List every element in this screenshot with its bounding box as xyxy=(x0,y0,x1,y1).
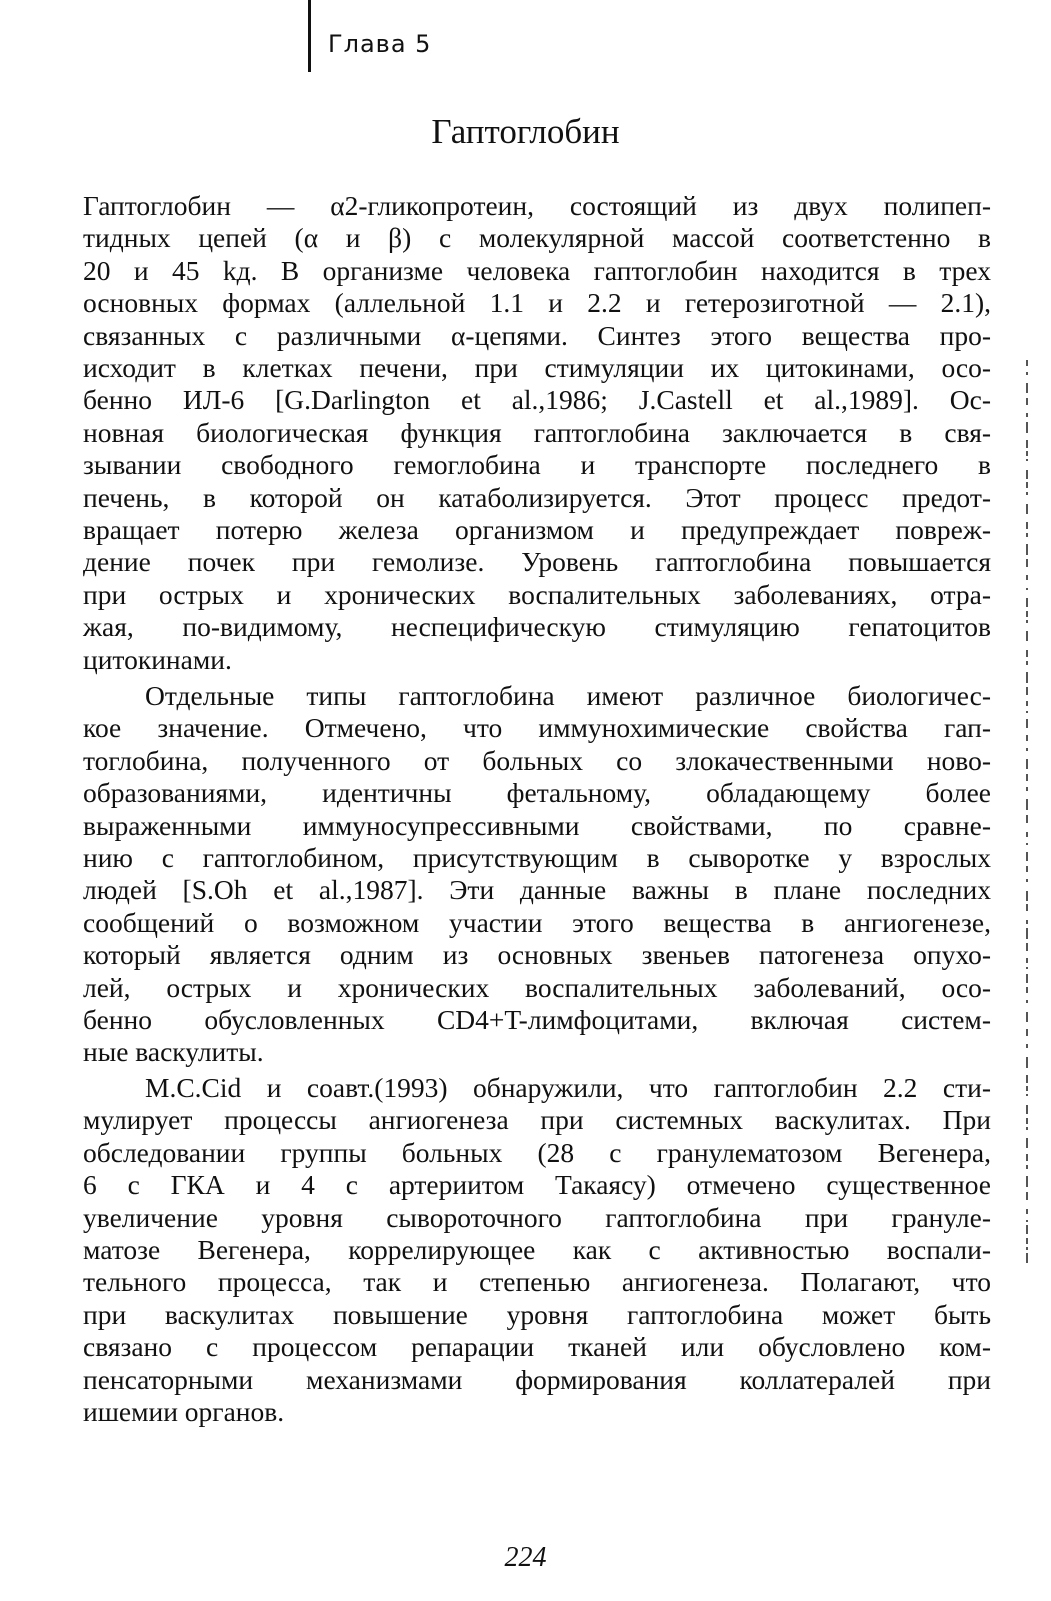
scan-tick xyxy=(1026,799,1028,810)
scan-tick xyxy=(1026,575,1028,580)
scan-tick xyxy=(1026,1192,1028,1200)
text-line: основных формах (аллельной 1.1 и 2.2 и гетерозиготной — 2.1), xyxy=(83,287,991,319)
scan-tick xyxy=(1026,1225,1028,1234)
text-line: бенно обусловленных CD4+T-лимфоцитами, включая систем- xyxy=(83,1004,991,1036)
scan-tick xyxy=(1026,1209,1028,1214)
scan-tick xyxy=(1026,1012,1028,1022)
text-line: лей, острых и хронических воспалительных заболеваний, осо- xyxy=(83,971,991,1003)
scan-tick xyxy=(1026,544,1028,555)
text-line: связано с процессом репарации тканей или обусловлено ком- xyxy=(83,1331,991,1363)
scan-tick xyxy=(1026,1238,1028,1244)
scan-tick xyxy=(1026,928,1028,939)
scan-tick xyxy=(1026,787,1028,791)
scan-tick xyxy=(1026,958,1028,963)
paragraph-2 xyxy=(83,680,991,1069)
chapter-label: Глава 5 xyxy=(328,30,432,58)
scan-tick xyxy=(1026,440,1028,448)
paragraph-3 xyxy=(83,1072,991,1428)
text-line: Отдельные типы гаптоглобина имеют различное биологичес- xyxy=(145,680,991,711)
text-line: который является одним из основных звеньев патогенеза опухо- xyxy=(83,939,991,971)
scan-tick xyxy=(1026,866,1028,872)
scan-tick xyxy=(1026,598,1028,607)
page-title: Гаптоглобин xyxy=(431,112,620,151)
scan-tick xyxy=(1026,413,1028,417)
text-line: нию с гаптоглобином, присутствующим в сыворотке у взрослых xyxy=(83,842,991,874)
scan-tick xyxy=(1026,492,1028,495)
scan-tick xyxy=(1026,1075,1028,1083)
page-number: 224 xyxy=(504,1542,547,1573)
text-line: тидных цепей (α и β) с молекулярной массой соответстенно в xyxy=(83,222,991,254)
paragraph-1 xyxy=(83,190,991,676)
text-line: зывании свободного гемоглобина и транспорте последнего в xyxy=(83,449,991,481)
scan-tick xyxy=(1026,661,1028,665)
scan-tick xyxy=(1026,1247,1028,1250)
text-line: 6 с ГКА и 4 с артериитом Такаясу) отмечено существенное xyxy=(83,1169,991,1201)
text-line: ишемии органов. xyxy=(83,1396,285,1428)
text-line: исходит в клетках печени, при стимуляции их цитокинами, осо- xyxy=(83,352,991,384)
scan-tick xyxy=(1026,504,1028,514)
text-line: ные васкулиты. xyxy=(83,1036,264,1068)
scan-tick xyxy=(1026,451,1028,456)
scan-tick xyxy=(1026,559,1028,567)
text-line: печень, в которой он катаболизируется. Этот процесс предот- xyxy=(83,481,991,513)
scan-tick xyxy=(1026,650,1028,657)
scan-tick xyxy=(1026,611,1028,617)
scan-tick xyxy=(1026,533,1028,537)
scan-tick xyxy=(1026,672,1028,683)
text-line: обследовании группы больных (28 с гранулематозом Вегенера, xyxy=(83,1136,991,1168)
scan-tick xyxy=(1026,1105,1028,1114)
scan-tick xyxy=(1026,398,1028,405)
scan-tick xyxy=(1026,891,1028,901)
chapter-marker-rule xyxy=(308,0,311,72)
scan-tick xyxy=(1026,967,1028,969)
text-line: при васкулитах повышение уровня гаптоглобина может быть xyxy=(83,1298,991,1330)
text-line: бенно ИЛ-6 [G.Darlington et al.,1986; J.Castell et al.,1989]. Ос- xyxy=(83,384,991,416)
scan-tick xyxy=(1026,522,1028,529)
scan-tick xyxy=(1026,383,1028,393)
text-line: матозе Вегенера, коррелирующее как с активностью воспали- xyxy=(83,1234,991,1266)
scan-tick xyxy=(1026,1138,1028,1148)
text-line: при острых и хронических воспалительных заболеваниях, отра- xyxy=(83,578,991,610)
text-line: тоглобина, полученного от больных со злокачественными ново- xyxy=(83,744,991,776)
scan-tick xyxy=(1026,987,1028,993)
text-line: мулирует процессы ангиогенеза при системных васкулитах. При xyxy=(83,1104,991,1136)
scan-tick xyxy=(1026,711,1028,713)
text-line: цитокинами. xyxy=(83,643,232,675)
scan-tick xyxy=(1026,1057,1028,1068)
scan-tick xyxy=(1026,701,1028,706)
scan-tick xyxy=(1026,879,1028,882)
text-line: M.C.Cid и соавт.(1993) обнаружили, что гаптоглобин 2.2 сти- xyxy=(145,1072,991,1103)
scan-tick xyxy=(1026,422,1028,433)
scan-tick xyxy=(1026,719,1028,728)
scan-tick xyxy=(1026,372,1028,375)
text-line: кое значение. Отмечено, что иммунохимические свойства гап- xyxy=(83,712,991,744)
text-line: вращает потерю железа организмом и предупреждает повреж- xyxy=(83,514,991,546)
scan-tick xyxy=(1026,1253,1028,1263)
text-line: тельного процесса, так и степенью ангиогенеза. Полагают, что xyxy=(83,1266,991,1298)
scan-tick xyxy=(1026,588,1028,590)
text-line: Гаптоглобин — α2-гликопротеин, состоящий из двух полипеп- xyxy=(83,190,991,221)
scan-tick xyxy=(1026,1127,1028,1130)
text-line: увеличение уровня сывороточного гаптоглобина при грануле- xyxy=(83,1201,991,1233)
scan-tick xyxy=(1026,687,1028,695)
text-line: жая, по-видимому, неспецифическую стимуляцию гепатоцитов xyxy=(83,611,991,643)
scan-tick xyxy=(1026,748,1028,751)
scan-tick xyxy=(1026,735,1028,741)
scan-tick xyxy=(1026,1000,1028,1003)
scan-tick xyxy=(1026,360,1028,366)
scan-tick xyxy=(1026,943,1028,951)
scan-tick xyxy=(1026,620,1028,623)
scan-tick xyxy=(1026,470,1028,479)
scan-tick xyxy=(1026,904,1028,911)
scan-tick xyxy=(1026,843,1028,845)
scan-tick xyxy=(1026,1086,1028,1091)
text-line: образованиями, идентичны фетальному, обладающему более xyxy=(83,777,991,809)
scan-tick xyxy=(1026,1094,1028,1096)
scan-edge-artifact xyxy=(1024,360,1030,1280)
scan-tick xyxy=(1026,920,1028,924)
scan-tick xyxy=(1026,1176,1028,1187)
scan-tick xyxy=(1026,1118,1028,1124)
scan-tick xyxy=(1026,1029,1028,1036)
text-line: сообщений о возможном участии этого вещества в ангиогенезе, xyxy=(83,906,991,938)
text-line: 20 и 45 kд. В организме человека гаптоглобин находится в трех xyxy=(83,254,991,286)
scan-tick xyxy=(1026,459,1028,461)
scan-tick xyxy=(1026,815,1028,823)
scan-tick xyxy=(1026,482,1028,488)
scan-tick xyxy=(1026,832,1028,837)
scan-tick xyxy=(1026,1165,1028,1169)
text-line: дение почек при гемолизе. Уровень гаптоглобина повышается xyxy=(83,546,991,578)
text-line: людей [S.Oh et al.,1987]. Эти данные важны в плане последних xyxy=(83,874,991,906)
scan-tick xyxy=(1026,631,1028,641)
text-line: выраженными иммуносупрессивными свойствами, по сравне- xyxy=(83,809,991,841)
text-line: связанных с различными α-цепями. Синтез этого вещества про- xyxy=(83,319,991,351)
scan-tick xyxy=(1026,774,1028,781)
scan-tick xyxy=(1026,974,1028,983)
scan-tick xyxy=(1026,1154,1028,1161)
scan-tick xyxy=(1026,852,1028,861)
scan-tick xyxy=(1026,759,1028,769)
text-line: новная биологическая функция гаптоглобина заключается в свя- xyxy=(83,416,991,448)
scan-tick xyxy=(1026,1044,1028,1048)
scan-tick xyxy=(1026,1220,1028,1222)
text-line: пенсаторными механизмами формирования коллатералей при xyxy=(83,1363,991,1395)
